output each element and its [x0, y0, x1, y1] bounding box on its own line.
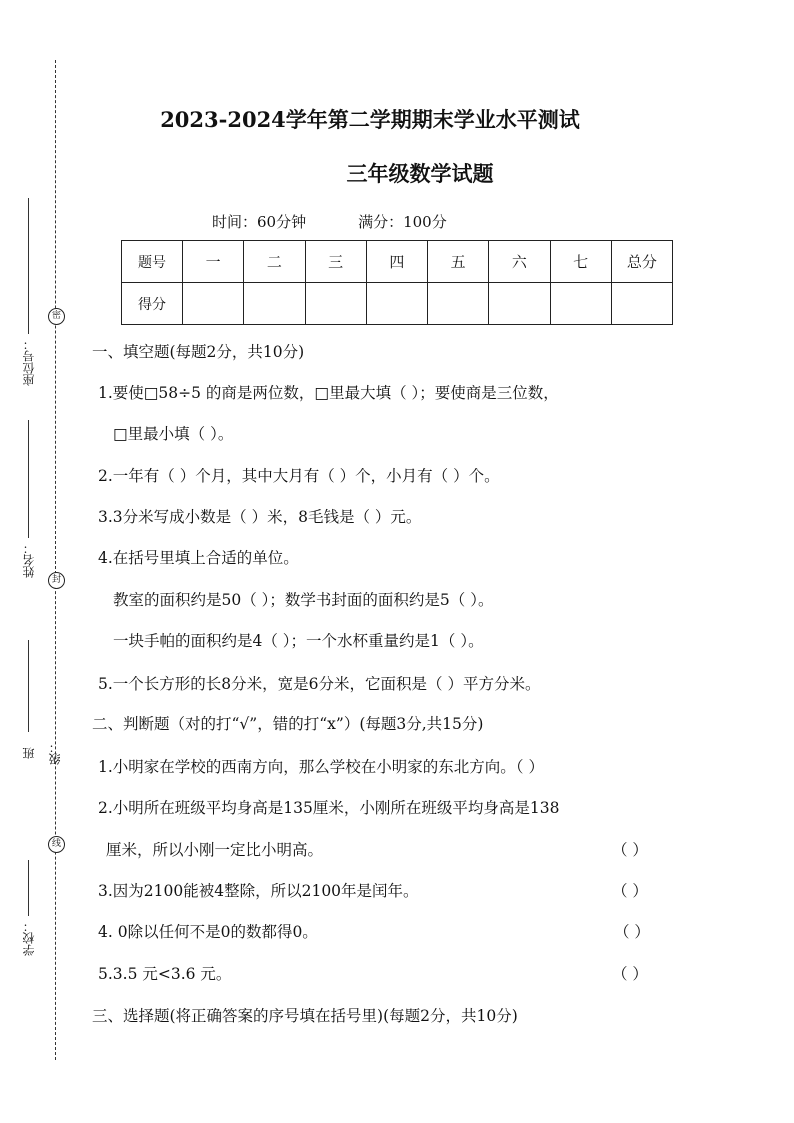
binding-margin [0, 0, 80, 1123]
question-1-5: 5.一个长方形的长8分米，宽是6分米，它面积是（ ）平方分米。 [98, 675, 541, 693]
section1-title: 一、填空题(每题2分，共10分) [92, 343, 305, 361]
seal-dashed-line [55, 60, 56, 1060]
school-field [16, 860, 42, 970]
section2-title: 二、判断题（对的打“√”，错的打“x”）(每题3分,共15分) [92, 715, 484, 733]
score-header-cell: 六 [489, 241, 550, 283]
score-header-cell: 四 [366, 241, 427, 283]
question-2-5: 5.3.5 元<3.6 元。 [98, 965, 232, 983]
question-1-2: 2.一年有（ ）个月，其中大月有（ ）个，小月有（ ）个。 [98, 467, 500, 485]
answer-box-2-2[interactable]: （ ） [612, 841, 648, 859]
score-cell[interactable] [244, 283, 305, 325]
answer-box-2-3[interactable]: （ ） [612, 882, 648, 900]
score-cell[interactable] [305, 283, 366, 325]
question-2-2-cont: 厘米，所以小刚一定比小明高。 [106, 841, 324, 859]
score-row-label: 得分 [122, 283, 183, 325]
score-table-header-row [122, 241, 673, 283]
exam-subtitle: 三年级数学试题 [346, 161, 494, 186]
question-2-3: 3.因为2100能被4整除，所以2100年是闰年。 [98, 882, 419, 900]
seal-char-xian: 线 [48, 836, 65, 853]
question-1-1: 1.要使□58÷5 的商是两位数，□里最大填（ ）；要使商是三位数， [98, 384, 559, 402]
question-1-4: 4.在括号里填上合适的单位。 [98, 549, 299, 567]
exam-info [212, 211, 447, 232]
score-table-score-row [122, 283, 673, 325]
answer-box-2-4[interactable]: （ ） [614, 923, 650, 941]
question-1-4-a: 教室的面积约是50（ ）；数学书封面的面积约是5（ ）。 [113, 591, 494, 609]
time-limit: 时间：60分钟 [212, 213, 307, 231]
score-header-cell: 七 [550, 241, 611, 283]
class-label: 班级： [22, 741, 62, 765]
question-2-4: 4. 0除以任何不是0的数都得0。 [98, 923, 318, 941]
score-header-cell: 题号 [122, 241, 183, 283]
school-label: 学校： [22, 920, 36, 956]
question-1-3: 3.3分米写成小数是（ ）米，8毛钱是（ ）元。 [98, 508, 422, 526]
score-header-cell: 二 [244, 241, 305, 283]
question-1-4-b: 一块手帕的面积约是4（ ）；一个水杯重量约是1（ ）。 [113, 632, 484, 650]
seat-number-label: 座位号： [22, 338, 36, 386]
question-2-1: 1.小明家在学校的西南方向，那么学校在小明家的东北方向。（ ） [98, 758, 544, 776]
score-cell[interactable] [611, 283, 672, 325]
score-header-cell: 一 [183, 241, 244, 283]
score-cell[interactable] [428, 283, 489, 325]
question-1-1-cont: □里最小填（ ）。 [113, 425, 234, 443]
full-score: 满分：100分 [358, 213, 447, 231]
name-label: 姓名： [22, 542, 36, 578]
score-header-cell: 三 [305, 241, 366, 283]
score-header-cell: 五 [428, 241, 489, 283]
question-2-2: 2.小明所在班级平均身高是135厘米，小刚所在班级平均身高是138 [98, 799, 560, 817]
score-cell[interactable] [183, 283, 244, 325]
exam-title: 2023-2024学年第二学期期末学业水平测试 [160, 107, 580, 132]
score-cell[interactable] [489, 283, 550, 325]
section3-title: 三、选择题(将正确答案的序号填在括号里)(每题2分，共10分) [92, 1007, 518, 1025]
score-table [121, 240, 673, 325]
seal-char-mi: 密 [48, 308, 65, 325]
seal-char-feng: 封 [48, 572, 65, 589]
score-header-cell: 总分 [611, 241, 672, 283]
answer-box-2-5[interactable]: （ ） [612, 965, 648, 983]
seat-number-field [16, 198, 42, 406]
score-cell[interactable] [366, 283, 427, 325]
score-cell[interactable] [550, 283, 611, 325]
name-field [16, 420, 42, 600]
class-field [16, 640, 62, 770]
